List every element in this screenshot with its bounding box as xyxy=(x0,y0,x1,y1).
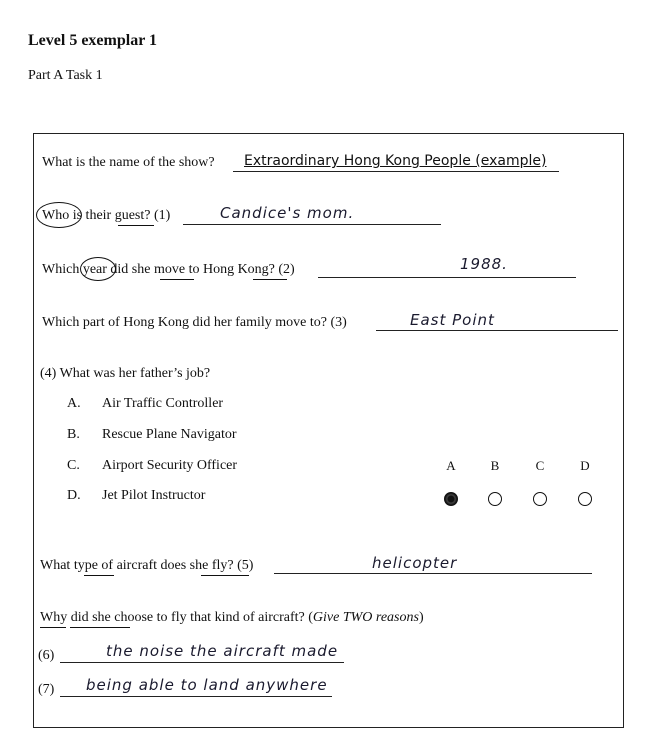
show-name-question: What is the name of the show? xyxy=(42,155,215,170)
q3-line xyxy=(376,330,618,331)
q4-bubble-b[interactable] xyxy=(488,492,502,506)
page-title: Level 5 exemplar 1 xyxy=(28,32,158,49)
q1-answer: Candice's mom. xyxy=(220,204,355,222)
reasons-prompt-italic: Give TWO reasons xyxy=(312,610,419,625)
q2-answer: 1988. xyxy=(460,255,508,273)
q1-prompt-b: guest xyxy=(114,208,145,223)
type-underline-mark xyxy=(84,575,114,576)
q4-column-d-label: D xyxy=(580,458,590,473)
q2-line xyxy=(318,277,576,278)
q1-line xyxy=(183,224,441,225)
show-name-answer: Extraordinary Hong Kong People (example) xyxy=(244,153,547,169)
q5-answer: helicopter xyxy=(372,554,458,572)
q4-option-c-letter: C. xyxy=(67,458,80,473)
q4-option-b-text: Rescue Plane Navigator xyxy=(102,427,237,442)
reason-7-line xyxy=(60,696,332,697)
reason-6-label: (6) xyxy=(38,648,55,663)
year-circle-mark xyxy=(80,257,116,281)
q4-option-a-text: Air Traffic Controller xyxy=(102,396,224,411)
reasons-question xyxy=(40,610,424,626)
q4-option-d-letter: D. xyxy=(67,488,81,503)
q1-prompt-a: Who is their xyxy=(42,208,115,223)
who-circle-mark xyxy=(36,202,82,228)
q3-question: Which part of Hong Kong did her family move to? (3) xyxy=(42,315,347,330)
q4-column-a-label: A xyxy=(446,458,456,473)
q4-option-b-letter: B. xyxy=(67,427,80,442)
show-name-line xyxy=(233,171,559,172)
q4-bubble-d[interactable] xyxy=(578,492,592,506)
q2-question: Which year did she move to Hong Kong? (2) xyxy=(42,262,295,277)
q4-option-c-text: Airport Security Officer xyxy=(102,458,238,473)
q4-column-c-label: C xyxy=(535,458,545,473)
q3-answer: East Point xyxy=(410,311,495,329)
q4-question: (4) What was her father’s job? xyxy=(40,366,211,381)
she-fly-underline-mark xyxy=(201,575,249,576)
reason-7-label: (7) xyxy=(38,682,55,697)
reason-6-answer: the noise the aircraft made xyxy=(106,642,339,660)
did-she-underline-mark xyxy=(70,627,130,628)
q5-line xyxy=(274,573,592,574)
guest-underline-mark xyxy=(118,225,154,226)
q1-prompt-c: ? (1) xyxy=(144,208,171,223)
why-underline-mark xyxy=(40,627,66,628)
reasons-prompt-end: ) xyxy=(418,610,424,625)
q4-bubble-c[interactable] xyxy=(533,492,547,506)
reasons-prompt: Why did she choose to fly that kind of aircraft? ( xyxy=(40,610,313,625)
move-underline-mark xyxy=(160,279,194,280)
hong-kong-underline-mark xyxy=(253,279,287,280)
q4-option-a-letter: A. xyxy=(67,396,81,411)
reason-7-answer: being able to land anywhere xyxy=(86,676,328,694)
q4-bubble-a[interactable] xyxy=(444,492,458,506)
reason-6-line xyxy=(60,662,344,663)
section-subtitle: Part A Task 1 xyxy=(28,68,103,83)
q4-option-d-text: Jet Pilot Instructor xyxy=(102,488,206,503)
q4-column-b-label: B xyxy=(490,458,500,473)
q5-question: What type of aircraft does she fly? (5) xyxy=(40,558,254,573)
